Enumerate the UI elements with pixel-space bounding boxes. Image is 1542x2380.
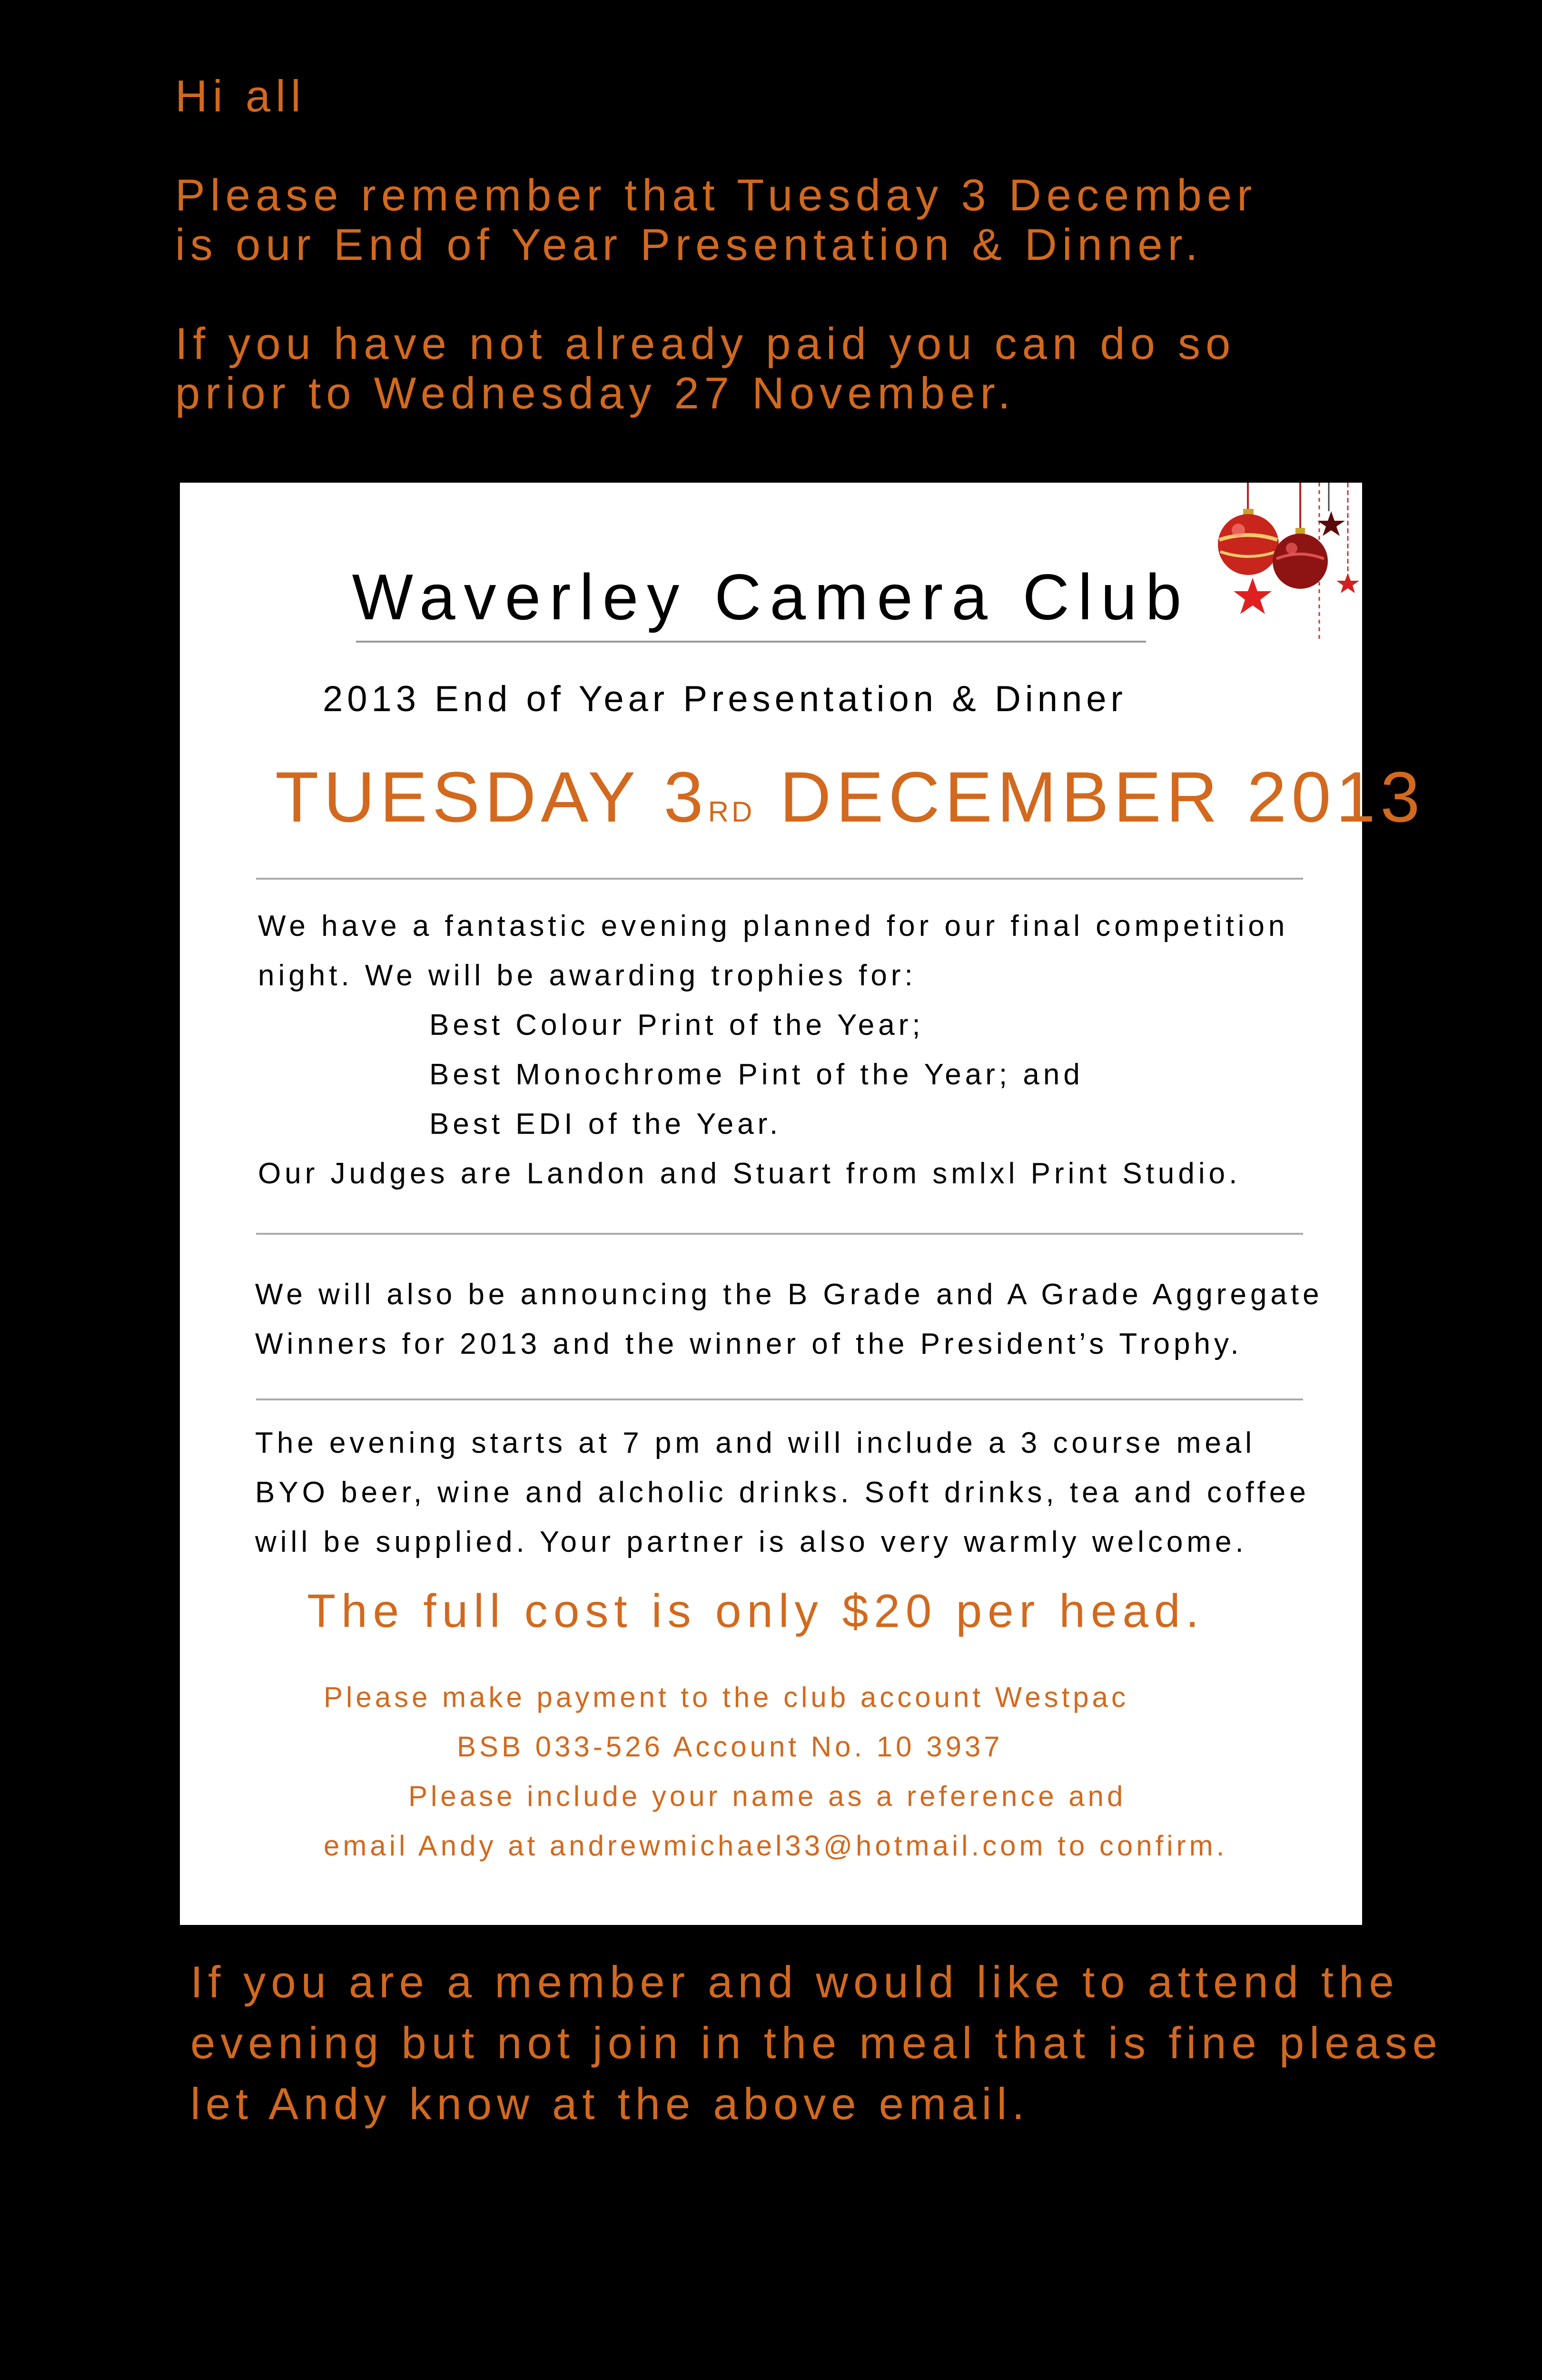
spacer xyxy=(175,121,1413,170)
paragraph-line: The evening starts at 7 pm and will include a 3 course meal xyxy=(255,1427,1256,1459)
paragraph-line: We have a fantastic evening planned for our final competition xyxy=(258,910,1289,942)
section-divider xyxy=(256,878,1303,880)
outro-message xyxy=(190,1952,1523,2134)
outro-line: let Andy know at the above email. xyxy=(190,2079,1030,2129)
payment-line: email Andy at andrewmichael33@hotmail.com to confirm. xyxy=(324,1830,1228,1862)
club-name: Waverley Camera Club xyxy=(352,561,1190,633)
evening-details-paragraph xyxy=(255,1418,1331,1567)
event-subtitle: 2013 End of Year Presentation & Dinner xyxy=(323,679,1127,719)
event-date-main: TUESDAY 3 xyxy=(275,757,708,837)
event-flyer xyxy=(180,483,1425,1925)
trophies-paragraph xyxy=(258,902,1334,1199)
outro-line: evening but not join in the meal that is fine please xyxy=(190,2018,1443,2068)
intro-message xyxy=(175,71,1413,418)
spacer xyxy=(175,269,1413,319)
trophy-item: Best Colour Print of the Year; xyxy=(429,1009,924,1041)
section-divider xyxy=(256,1233,1303,1235)
payment-line: Please include your name as a reference and xyxy=(408,1780,1127,1812)
paragraph-line: Winners for 2013 and the winner of the President’s Trophy. xyxy=(255,1328,1243,1360)
outro-line: If you are a member and would like to attend the xyxy=(190,1957,1399,2007)
reminder-line-2: is our End of Year Presentation & Dinner. xyxy=(175,219,1203,269)
paragraph-line: BYO beer, wine and alcholic drinks. Soft drinks, tea and coffee xyxy=(255,1476,1310,1509)
title-divider xyxy=(356,641,1146,643)
payment-deadline-line-1: If you have not already paid you can do so xyxy=(175,318,1236,368)
greeting: Hi all xyxy=(175,71,306,121)
payment-line: Please make payment to the club account Westpac xyxy=(324,1681,1129,1713)
event-date xyxy=(275,740,1425,869)
trophy-item: Best Monochrome Pint of the Year; and xyxy=(429,1058,1084,1091)
announcements-paragraph xyxy=(255,1270,1331,1369)
section-divider xyxy=(256,1398,1303,1400)
cost-statement: The full cost is only $20 per head. xyxy=(307,1585,1205,1637)
payment-line: BSB 033-526 Account No. 10 3937 xyxy=(457,1731,1003,1763)
payment-deadline-line-2: prior to Wednesday 27 November. xyxy=(175,368,1016,418)
event-date-suffix: RD xyxy=(708,796,755,828)
judges-line: Our Judges are Landon and Stuart from smlxl Print Studio. xyxy=(258,1157,1241,1190)
reminder-line-1: Please remember that Tuesday 3 December xyxy=(175,170,1257,220)
payment-instructions xyxy=(180,1673,1362,1871)
paragraph-line: night. We will be awarding trophies for: xyxy=(258,959,917,992)
event-date-rest: DECEMBER 2013 xyxy=(755,757,1425,837)
trophy-item: Best EDI of the Year. xyxy=(429,1108,782,1140)
paragraph-line: We will also be announcing the B Grade and A Grade Aggregate xyxy=(255,1278,1323,1311)
paragraph-line: will be supplied. Your partner is also very warmly welcome. xyxy=(255,1526,1247,1558)
